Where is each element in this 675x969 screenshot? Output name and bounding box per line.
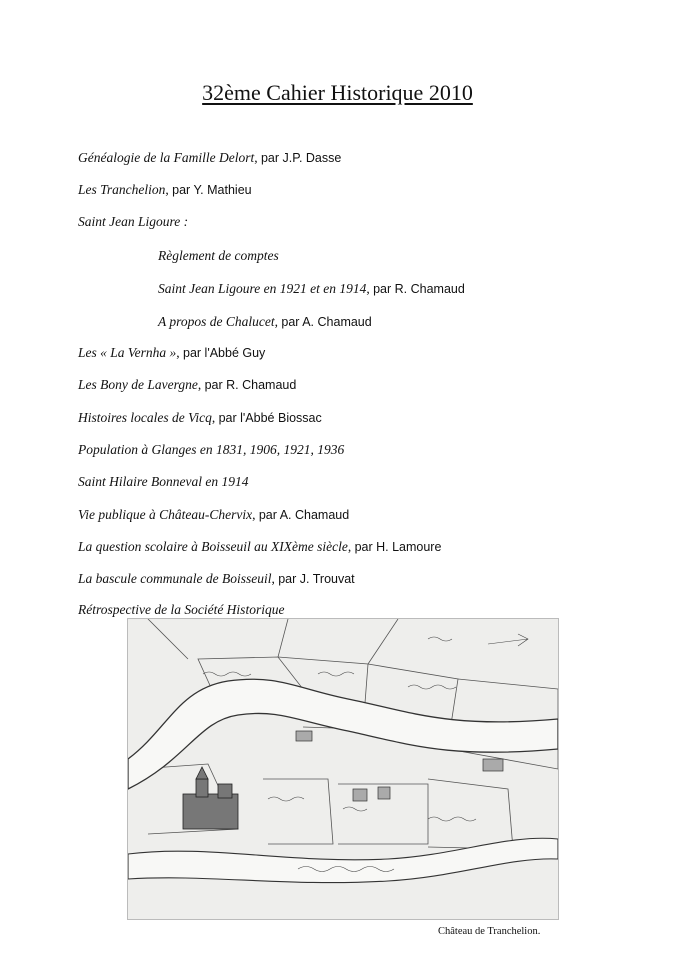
entry-separator: , (274, 314, 282, 329)
entry-title: Généalogie de la Famille Delort (78, 150, 255, 165)
entry-title: Saint Jean Ligoure : (78, 214, 189, 229)
entry-separator: , (271, 571, 279, 586)
entry-separator: , (197, 377, 205, 392)
toc-entry (78, 507, 349, 523)
historical-map-image (127, 618, 559, 920)
entry-title: Rétrospective de la Société Historique (78, 602, 285, 617)
entry-author: par A. Chamaud (281, 315, 372, 329)
entry-separator: , (366, 281, 374, 296)
entry-title: Saint Hilaire Bonneval en 1914 (78, 474, 249, 489)
entry-separator: , (211, 410, 219, 425)
toc-entry (78, 539, 441, 555)
image-caption: Château de Tranchelion. (438, 926, 541, 937)
entry-author: par Y. Mathieu (172, 183, 252, 197)
toc-subentry (158, 248, 279, 264)
entry-author: par J.P. Dasse (260, 151, 342, 165)
toc-entry (78, 442, 344, 458)
entry-author: par H. Lamoure (354, 540, 442, 554)
toc-subentry (158, 281, 465, 297)
toc-entry (78, 602, 284, 618)
entry-separator: , (347, 539, 355, 554)
toc-entry (78, 182, 252, 198)
page-title: 32ème Cahier Historique 2010 (202, 80, 473, 105)
entry-title: Règlement de comptes (158, 248, 279, 263)
entry-title: Population à Glanges en 1831, 1906, 1921, 1936 (78, 442, 345, 457)
toc-entry (78, 345, 265, 361)
entry-title: La question scolaire à Boisseuil au XIXème siècle (78, 539, 348, 554)
entry-title: A propos de Chalucet (158, 314, 275, 329)
entry-author: par l'Abbé Biossac (218, 411, 322, 425)
entry-title: Vie publique à Château-Chervix (78, 507, 253, 522)
entry-separator: , (252, 507, 259, 522)
entry-separator: , (165, 182, 173, 197)
toc-entry (78, 214, 188, 230)
entry-title: Les Tranchelion (78, 182, 166, 197)
entry-author: par l'Abbé Guy (183, 346, 266, 360)
toc-entry (78, 150, 341, 166)
entry-separator: , (254, 150, 261, 165)
entry-author: par R. Chamaud (204, 378, 297, 392)
map-drawing (128, 619, 558, 919)
entry-author: par A. Chamaud (258, 508, 350, 522)
entry-author: par J. Trouvat (278, 572, 355, 586)
entry-title: Les « La Vernha » (78, 345, 177, 360)
entry-separator: , (176, 345, 184, 360)
toc-entry (78, 474, 248, 490)
toc-entry (78, 410, 322, 426)
toc-entry (78, 377, 296, 393)
toc-entry (78, 571, 355, 587)
entry-title: Saint Jean Ligoure en 1921 et en 1914 (158, 281, 367, 296)
toc-subentry (158, 314, 372, 330)
entry-title: Les Bony de Lavergne (78, 377, 198, 392)
entry-author: par R. Chamaud (373, 282, 465, 296)
entry-title: Histoires locales de Vicq (78, 410, 212, 425)
entry-title: La bascule communale de Boisseuil (78, 571, 272, 586)
